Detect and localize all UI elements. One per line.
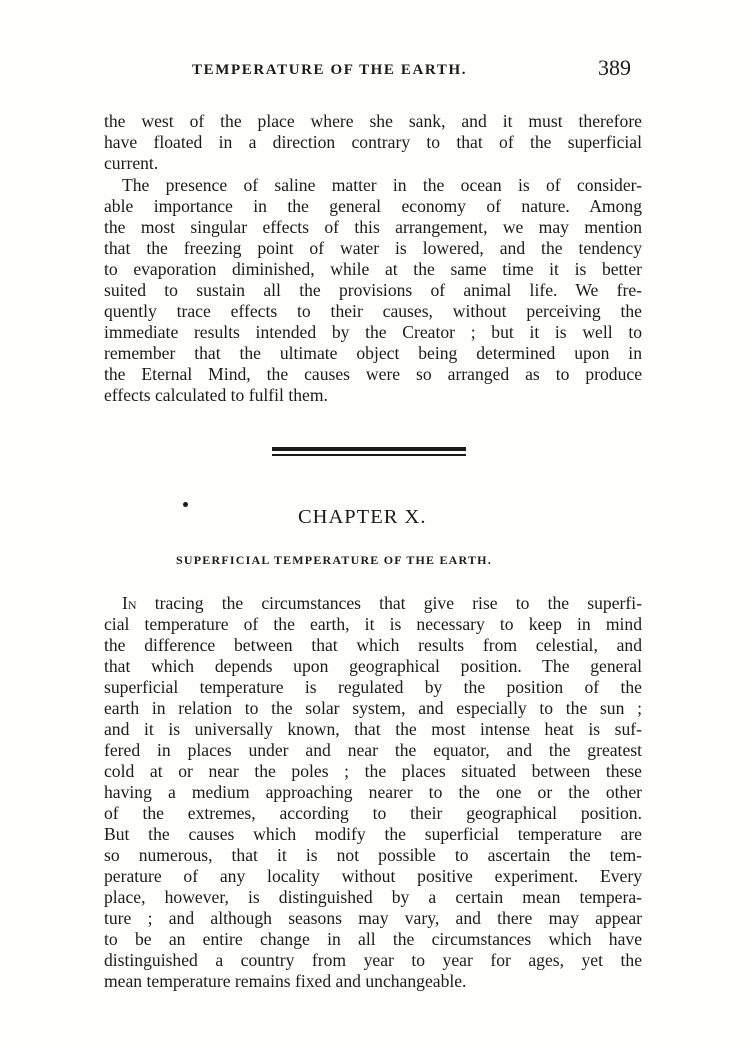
paragraph-line: distinguished a country from year to year for ages, yet the: [104, 950, 642, 970]
paragraph-line: the Eternal Mind, the causes were so arranged as to produce: [104, 364, 642, 384]
paragraph-line: earth in relation to the solar system, and especially to the sun ;: [104, 698, 642, 718]
paragraph-line: that the freezing point of water is lowered, and the tendency: [104, 238, 642, 258]
continuation-line: have floated in a direction contrary to that of the superficial: [104, 132, 642, 152]
first-line-rest: tracing the circumstances that give rise to the superfi-: [136, 593, 642, 613]
paragraph-line: superficial temperature is regulated by the position of the: [104, 677, 642, 697]
paragraph-line: [122, 593, 642, 614]
running-head: TEMPERATURE OF THE EARTH.: [192, 62, 468, 78]
paragraph-line: ture ; and although seasons may vary, and there may appear: [104, 908, 642, 928]
chapter-title: CHAPTER X.: [298, 506, 427, 528]
paragraph-line: to be an entire change in all the circumstances which have: [104, 929, 642, 949]
paragraph-line: suited to sustain all the provisions of animal life. We fre-: [104, 280, 642, 300]
ink-dot: [183, 502, 188, 507]
paragraph-line: cold at or near the poles ; the places situated between these: [104, 761, 642, 781]
paragraph-line: of the extremes, according to their geographical position.: [104, 803, 642, 823]
paragraph-line: so numerous, that it is not possible to ascertain the tem-: [104, 845, 642, 865]
paragraph-line: remember that the ultimate object being determined upon in: [104, 343, 642, 363]
paragraph-line: quently trace effects to their causes, without perceiving the: [104, 301, 642, 321]
divider-thick-rule: [272, 447, 466, 451]
paragraph-line: able importance in the general economy of nature. Among: [104, 196, 642, 216]
paragraph-line: place, however, is distinguished by a certain mean tempera-: [104, 887, 642, 907]
paragraph-line: and it is universally known, that the most intense heat is suf-: [104, 719, 642, 739]
continuation-line: current.: [104, 153, 159, 173]
section-divider: [272, 447, 466, 459]
chapter-subtitle: SUPERFICIAL TEMPERATURE OF THE EARTH.: [176, 553, 492, 567]
paragraph-line: cial temperature of the earth, it is necessary to keep in mind: [104, 614, 642, 634]
paragraph-line: fered in places under and near the equator, and the greatest: [104, 740, 642, 760]
opening-word: In: [122, 593, 137, 613]
paragraph-line: the most singular effects of this arrangement, we may mention: [104, 217, 642, 237]
divider-thin-rule: [272, 454, 466, 456]
paragraph-line: effects calculated to fulfil them.: [104, 385, 328, 405]
paragraph-line: to evaporation diminished, while at the same time it is better: [104, 259, 642, 279]
paragraph-line: having a medium approaching nearer to the one or the other: [104, 782, 642, 802]
paragraph-line: the difference between that which results from celestial, and: [104, 635, 642, 655]
paragraph-line: that which depends upon geographical position. The general: [104, 656, 642, 676]
paragraph-line: But the causes which modify the superficial temperature are: [104, 824, 642, 844]
paragraph-line: mean temperature remains fixed and unchangeable.: [104, 971, 467, 991]
paragraph-line: perature of any locality without positive experiment. Every: [104, 866, 642, 886]
paragraph-line: The presence of saline matter in the ocean is of consider-: [122, 175, 642, 195]
page-number: 389: [598, 55, 631, 80]
paragraph-line: immediate results intended by the Creator ; but it is well to: [104, 322, 642, 342]
continuation-line: the west of the place where she sank, and it must therefore: [104, 111, 642, 131]
